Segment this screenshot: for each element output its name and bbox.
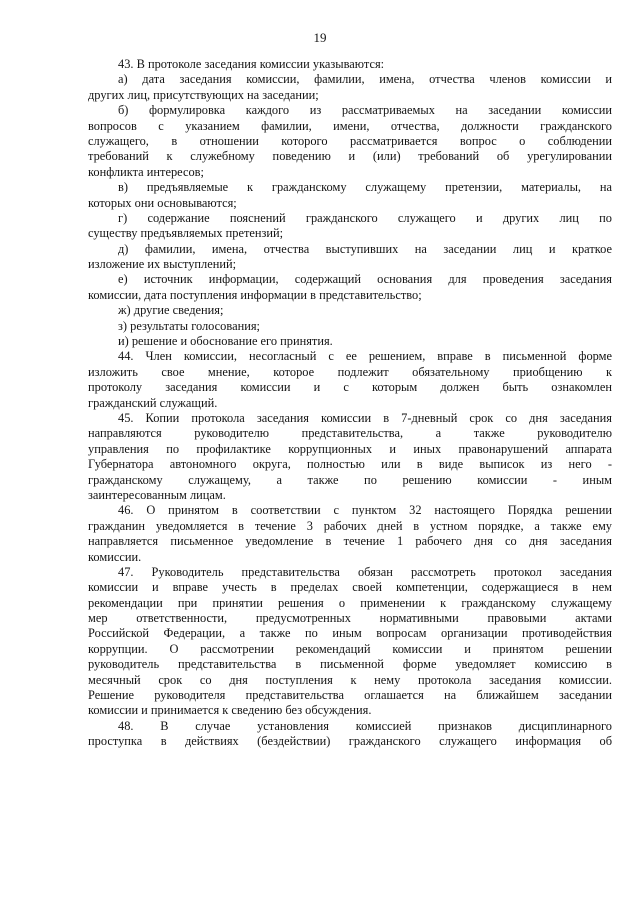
text-line: заинтересованным лицам. <box>88 487 226 502</box>
text-line: г) содержание пояснений гражданского служащего и других лиц по <box>118 210 612 225</box>
text-line: а) дата заседания комиссии, фамилии, имена, отчества членов комиссии и <box>118 72 612 87</box>
text-line: б) формулировка каждого из рассматриваемых на заседании комиссии <box>118 103 612 118</box>
text-line: комиссии. <box>88 549 142 564</box>
text-line: изложение их выступлений; <box>88 257 237 272</box>
text-line: д) фамилии, имена, отчества выступивших на заседании лиц и краткое <box>118 241 612 256</box>
text-line: комиссии и вправе учесть в пределах своей компетенции, содержащиеся в нем <box>88 580 612 595</box>
text-line: комиссии и принимается к сведению без обсуждения. <box>88 703 372 718</box>
text-line: служащего, в отношении которого рассматривается вопрос о соблюдении <box>88 133 612 148</box>
text-line: вопросов с указанием фамилии, имени, отчества, должности гражданского <box>88 118 612 133</box>
text-line: требований к служебному поведению и (или) требований об урегулировании <box>88 149 612 164</box>
text-line: Губернатора автономного округа, полностью или в виде выписок из него - <box>88 457 612 472</box>
text-line: 47. Руководитель представительства обязан рассмотреть протокол заседания <box>118 564 612 579</box>
text-line: 46. О принятом в соответствии с пунктом 32 настоящего Порядка решении <box>118 503 612 518</box>
page-number: 19 <box>313 30 327 45</box>
text-line: 43. В протоколе заседания комиссии указываются: <box>118 57 385 71</box>
text-line: руководитель представительства в письменной форме уведомляет комиссию в <box>88 657 612 672</box>
text-line: управления по профилактике коррупционных и иных правонарушений аппарата <box>88 441 612 456</box>
text-line: ж) другие сведения; <box>118 303 224 318</box>
text-line: направляются руководителю представительства, а также руководителю <box>88 426 612 441</box>
text-line: з) результаты голосования; <box>118 318 260 333</box>
text-line: которых они основываются; <box>88 195 237 210</box>
text-line: существу предъявляемых претензий; <box>88 226 284 241</box>
text-line: Российской Федерации, а также по иным вопросам организации противодействия <box>88 626 612 641</box>
text-line: Решение руководителя представительства оглашается на ближайшем заседании <box>88 688 612 703</box>
text-line: 48. В случае установления комиссией признаков дисциплинарного <box>118 718 612 733</box>
text-line: мер ответственности, предусмотренных нормативными правовыми актами <box>88 611 612 626</box>
text-line: протоколу заседания комиссии и с которым должен быть ознакомлен <box>88 380 612 395</box>
text-line: направляется письменное уведомление в течение 1 рабочего дня со дня заседания <box>88 534 612 549</box>
text-line: месячный срок со дня поступления к нему протокола заседания комиссии. <box>88 672 612 687</box>
text-line: 45. Копии протокола заседания комиссии в 7-дневный срок со дня заседания <box>118 410 612 425</box>
text-line: рекомендации при принятии решения о применении к гражданскому служащему <box>88 595 612 610</box>
text-line: гражданин уведомляется в течение 3 рабочих дней в устном порядке, а также ему <box>88 518 612 533</box>
text-line: и) решение и обоснование его принятия. <box>118 334 333 349</box>
text-line: гражданскому служащему, а также по решению комиссии - иным <box>88 472 612 487</box>
text-line: конфликта интересов; <box>88 164 204 179</box>
text-line: других лиц, присутствующих на заседании; <box>88 87 319 102</box>
text-line: гражданский служащий. <box>88 395 218 410</box>
text-line: проступка в действиях (бездействии) гражданского служащего информация об <box>88 734 612 749</box>
body-text <box>88 57 612 750</box>
text-line: е) источник информации, содержащий основания для проведения заседания <box>118 272 612 287</box>
text-line: в) предъявляемые к гражданскому служащему претензии, материалы, на <box>118 180 612 195</box>
text-line: изложить свое мнение, которое подлежит обязательному приобщению к <box>88 364 612 379</box>
text-line: комиссии, дата поступления информации в представительство; <box>88 287 422 302</box>
text-line: 44. Член комиссии, несогласный с ее решением, вправе в письменной форме <box>118 349 612 364</box>
text-line: коррупции. О рассмотрении рекомендаций комиссии и принятом решении <box>88 641 612 656</box>
